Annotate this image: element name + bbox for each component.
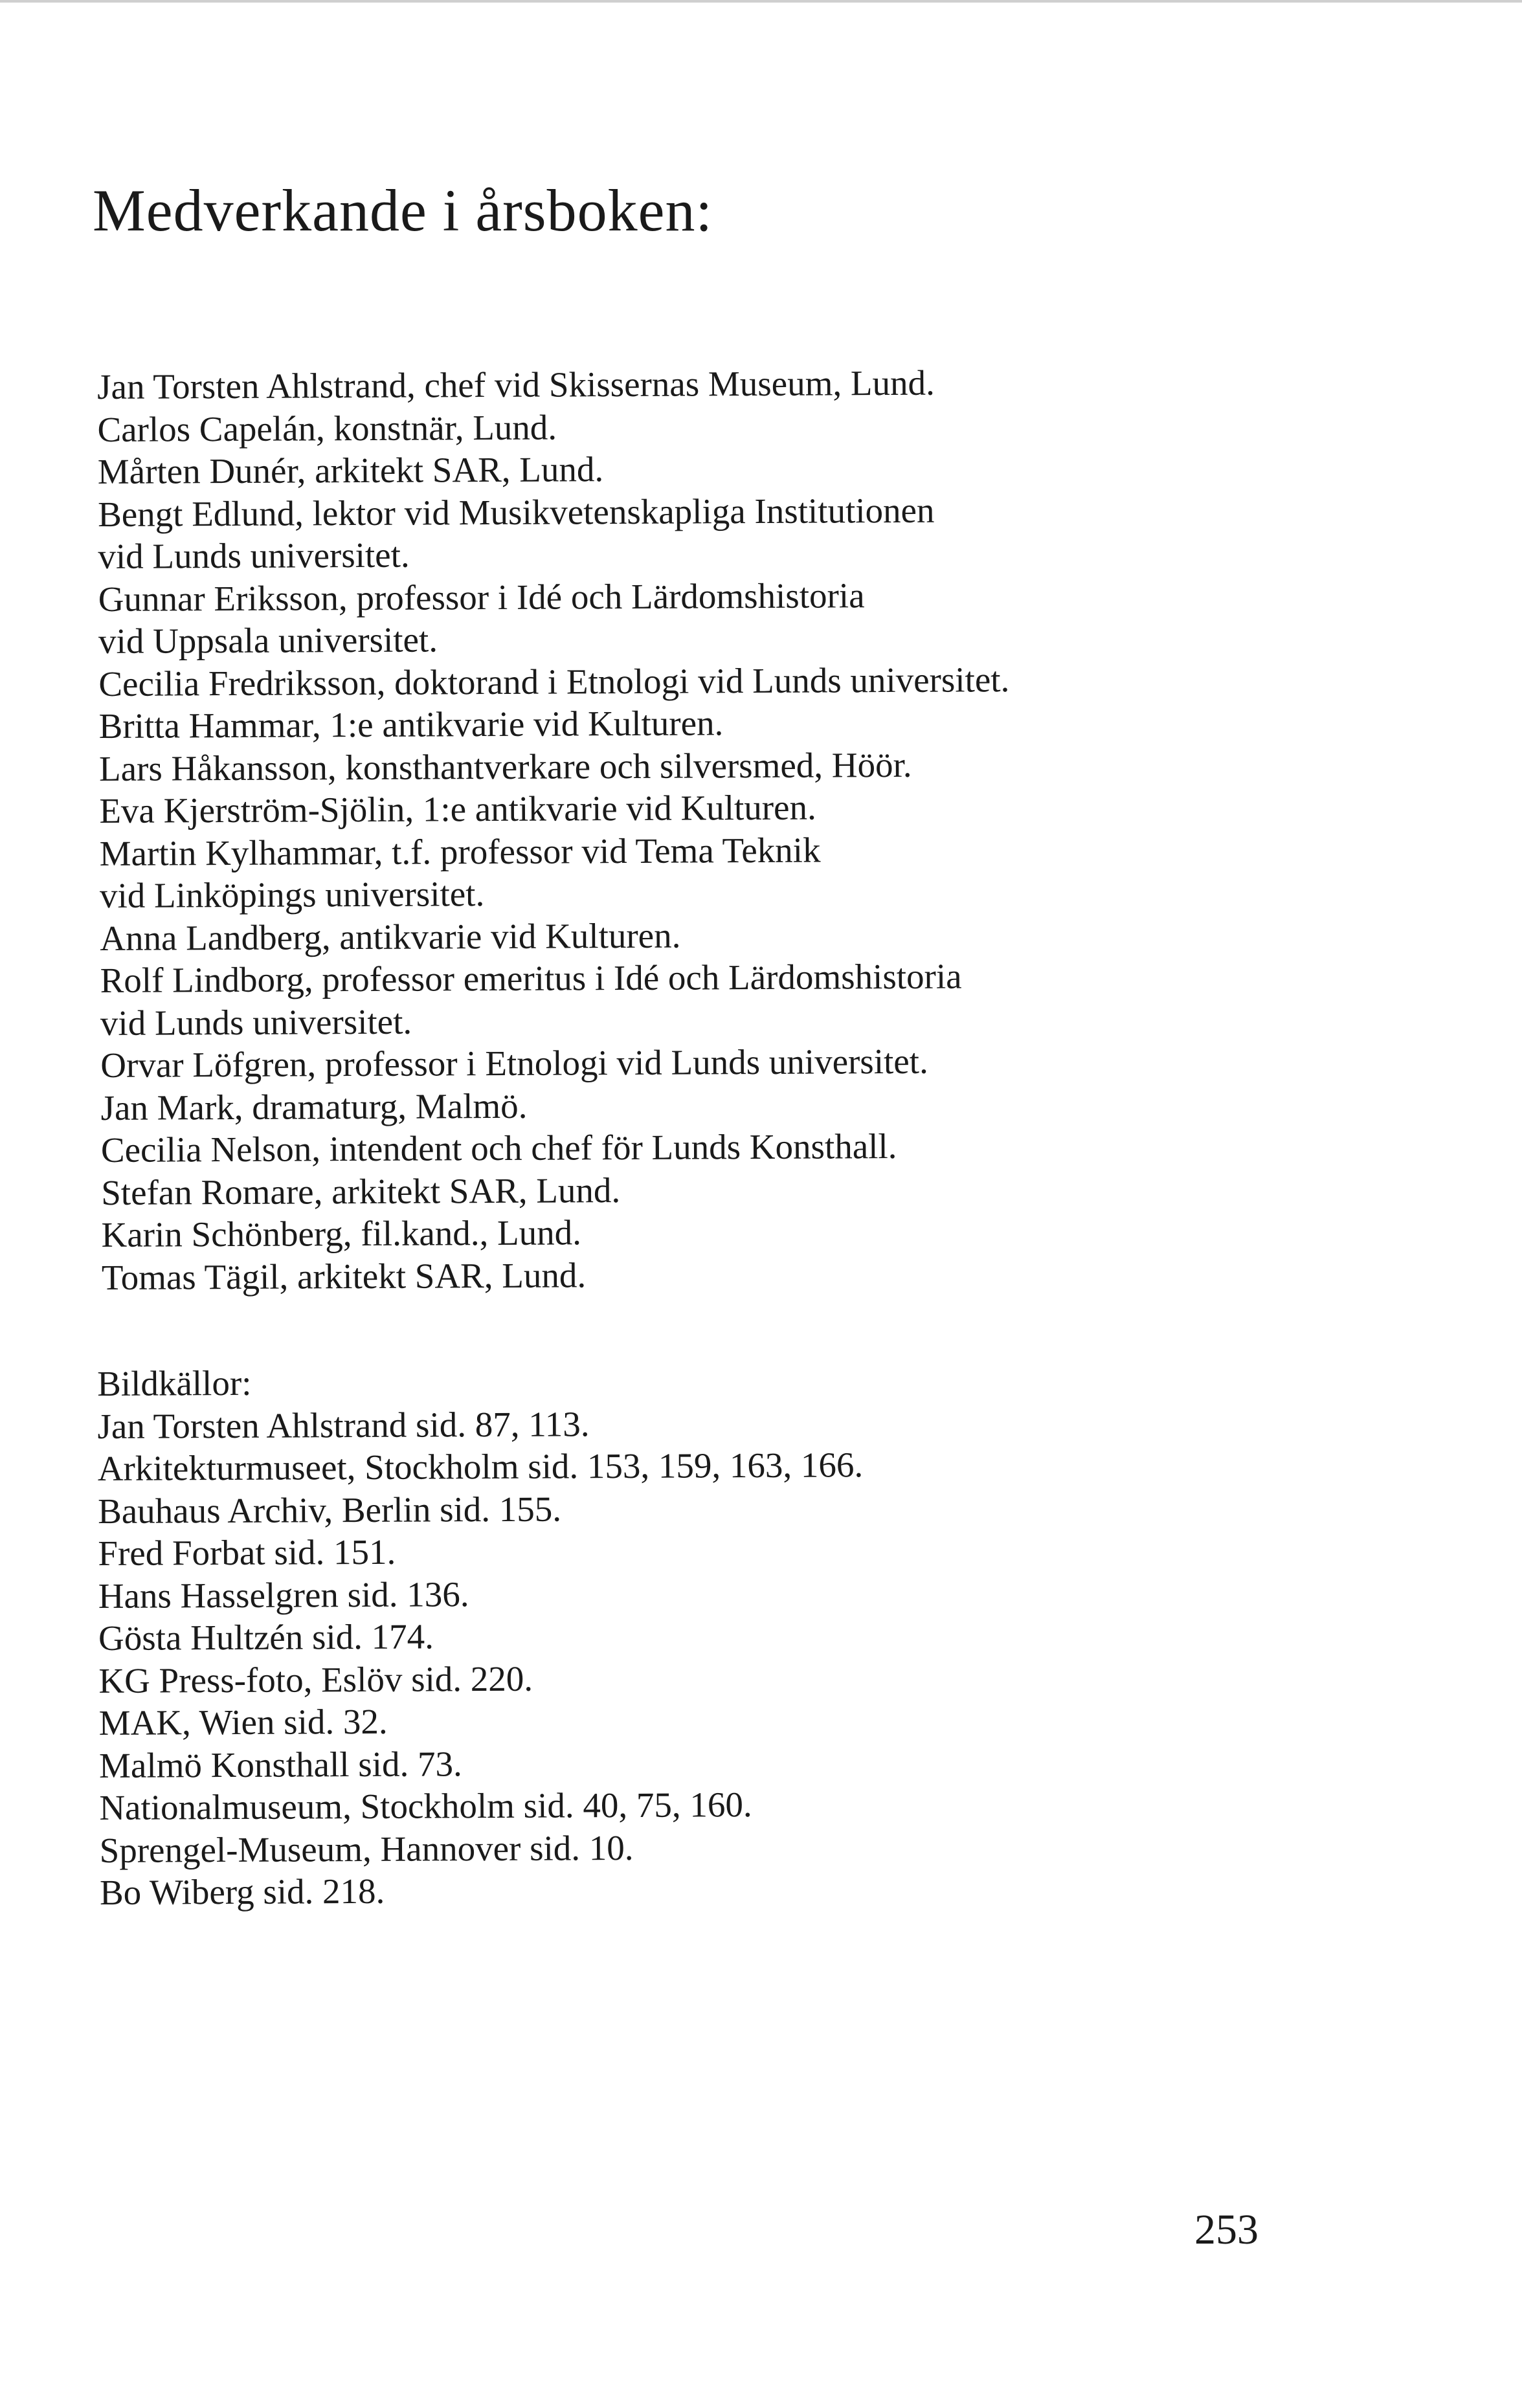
contributor-line: Stefan Romare, arkitekt SAR, Lund. [101,1170,621,1212]
contributor-line: Tomas Tägil, arkitekt SAR, Lund. [101,1254,587,1297]
page-number: 253 [1194,2206,1259,2253]
contributors-list [97,359,1364,1299]
contributor-line: Cecilia Fredriksson, doktorand i Etnologi vid Lunds universitet. [98,659,1010,704]
contributor-line: Jan Mark, dramaturg, Malmö. [100,1086,528,1128]
contributor-line: Britta Hammar, 1:e antikvarie vid Kulturen. [98,703,724,746]
contributor-line: Eva Kjerström-Sjölin, 1:e antikvarie vid Kulturen. [99,787,816,831]
source-line: Malmö Konsthall sid. 73. [98,1743,462,1785]
image-sources-section [97,1356,1362,1913]
source-line: Gösta Hultzén sid. 174. [98,1616,434,1658]
contributor-line: Gunnar Eriksson, professor i Idé och Lärdomshistoria [98,575,865,619]
contributor-line: Cecilia Nelson, intendent och chef för Lunds Konsthall. [100,1126,897,1170]
contributor-line: Lars Håkansson, konsthantverkare och silversmed, Höör. [98,744,912,788]
source-line: Hans Hasselgren sid. 136. [98,1574,469,1616]
contributor-line: Martin Kylhammar, t.f. professor vid Tema Teknik [99,830,821,873]
sources-heading: Bildkällor: [97,1363,252,1403]
source-line: Fred Forbat sid. 151. [98,1532,396,1573]
source-line: Bo Wiberg sid. 218. [99,1871,385,1912]
contributor-line: vid Linköpings universitet. [99,874,485,915]
contributor-line: Orvar Löfgren, professor i Etnologi vid Lunds universitet. [100,1041,928,1085]
contributor-line: Jan Torsten Ahlstrand, chef vid Skissernas Museum, Lund. [97,362,935,407]
contributor-line: vid Uppsala universitet. [98,619,438,661]
page-title: Medverkande i årsboken: [93,177,713,243]
contributor-line: vid Lunds universitet. [100,1001,412,1043]
contributor-line: Bengt Edlund, lektor vid Musikvetenskapliga Institutionen [97,490,935,534]
source-line: MAK, Wien sid. 32. [98,1701,388,1743]
source-line: Arkitekturmuseet, Stockholm sid. 153, 159, 163, 166. [97,1445,864,1488]
contributor-line: Mårten Dunér, arkitekt SAR, Lund. [97,449,604,491]
contributor-line: Karin Schönberg, fil.kand., Lund. [101,1212,582,1254]
source-line: Bauhaus Archiv, Berlin sid. 155. [97,1488,562,1531]
contributor-line: Rolf Lindborg, professor emeritus i Idé och Lärdomshistoria [100,956,962,1000]
source-line: Nationalmuseum, Stockholm sid. 40, 75, 160. [99,1785,752,1827]
contributor-line: vid Lunds universitet. [98,535,410,576]
source-line: Sprengel-Museum, Hannover sid. 10. [99,1827,634,1870]
contributor-line: Anna Landberg, antikvarie vid Kulturen. [100,915,681,958]
page-top-edge [0,0,1522,3]
source-line: KG Press-foto, Eslöv sid. 220. [98,1658,533,1700]
source-line: Jan Torsten Ahlstrand sid. 87, 113. [97,1403,590,1446]
contributor-line: Carlos Capelán, konstnär, Lund. [97,407,557,449]
